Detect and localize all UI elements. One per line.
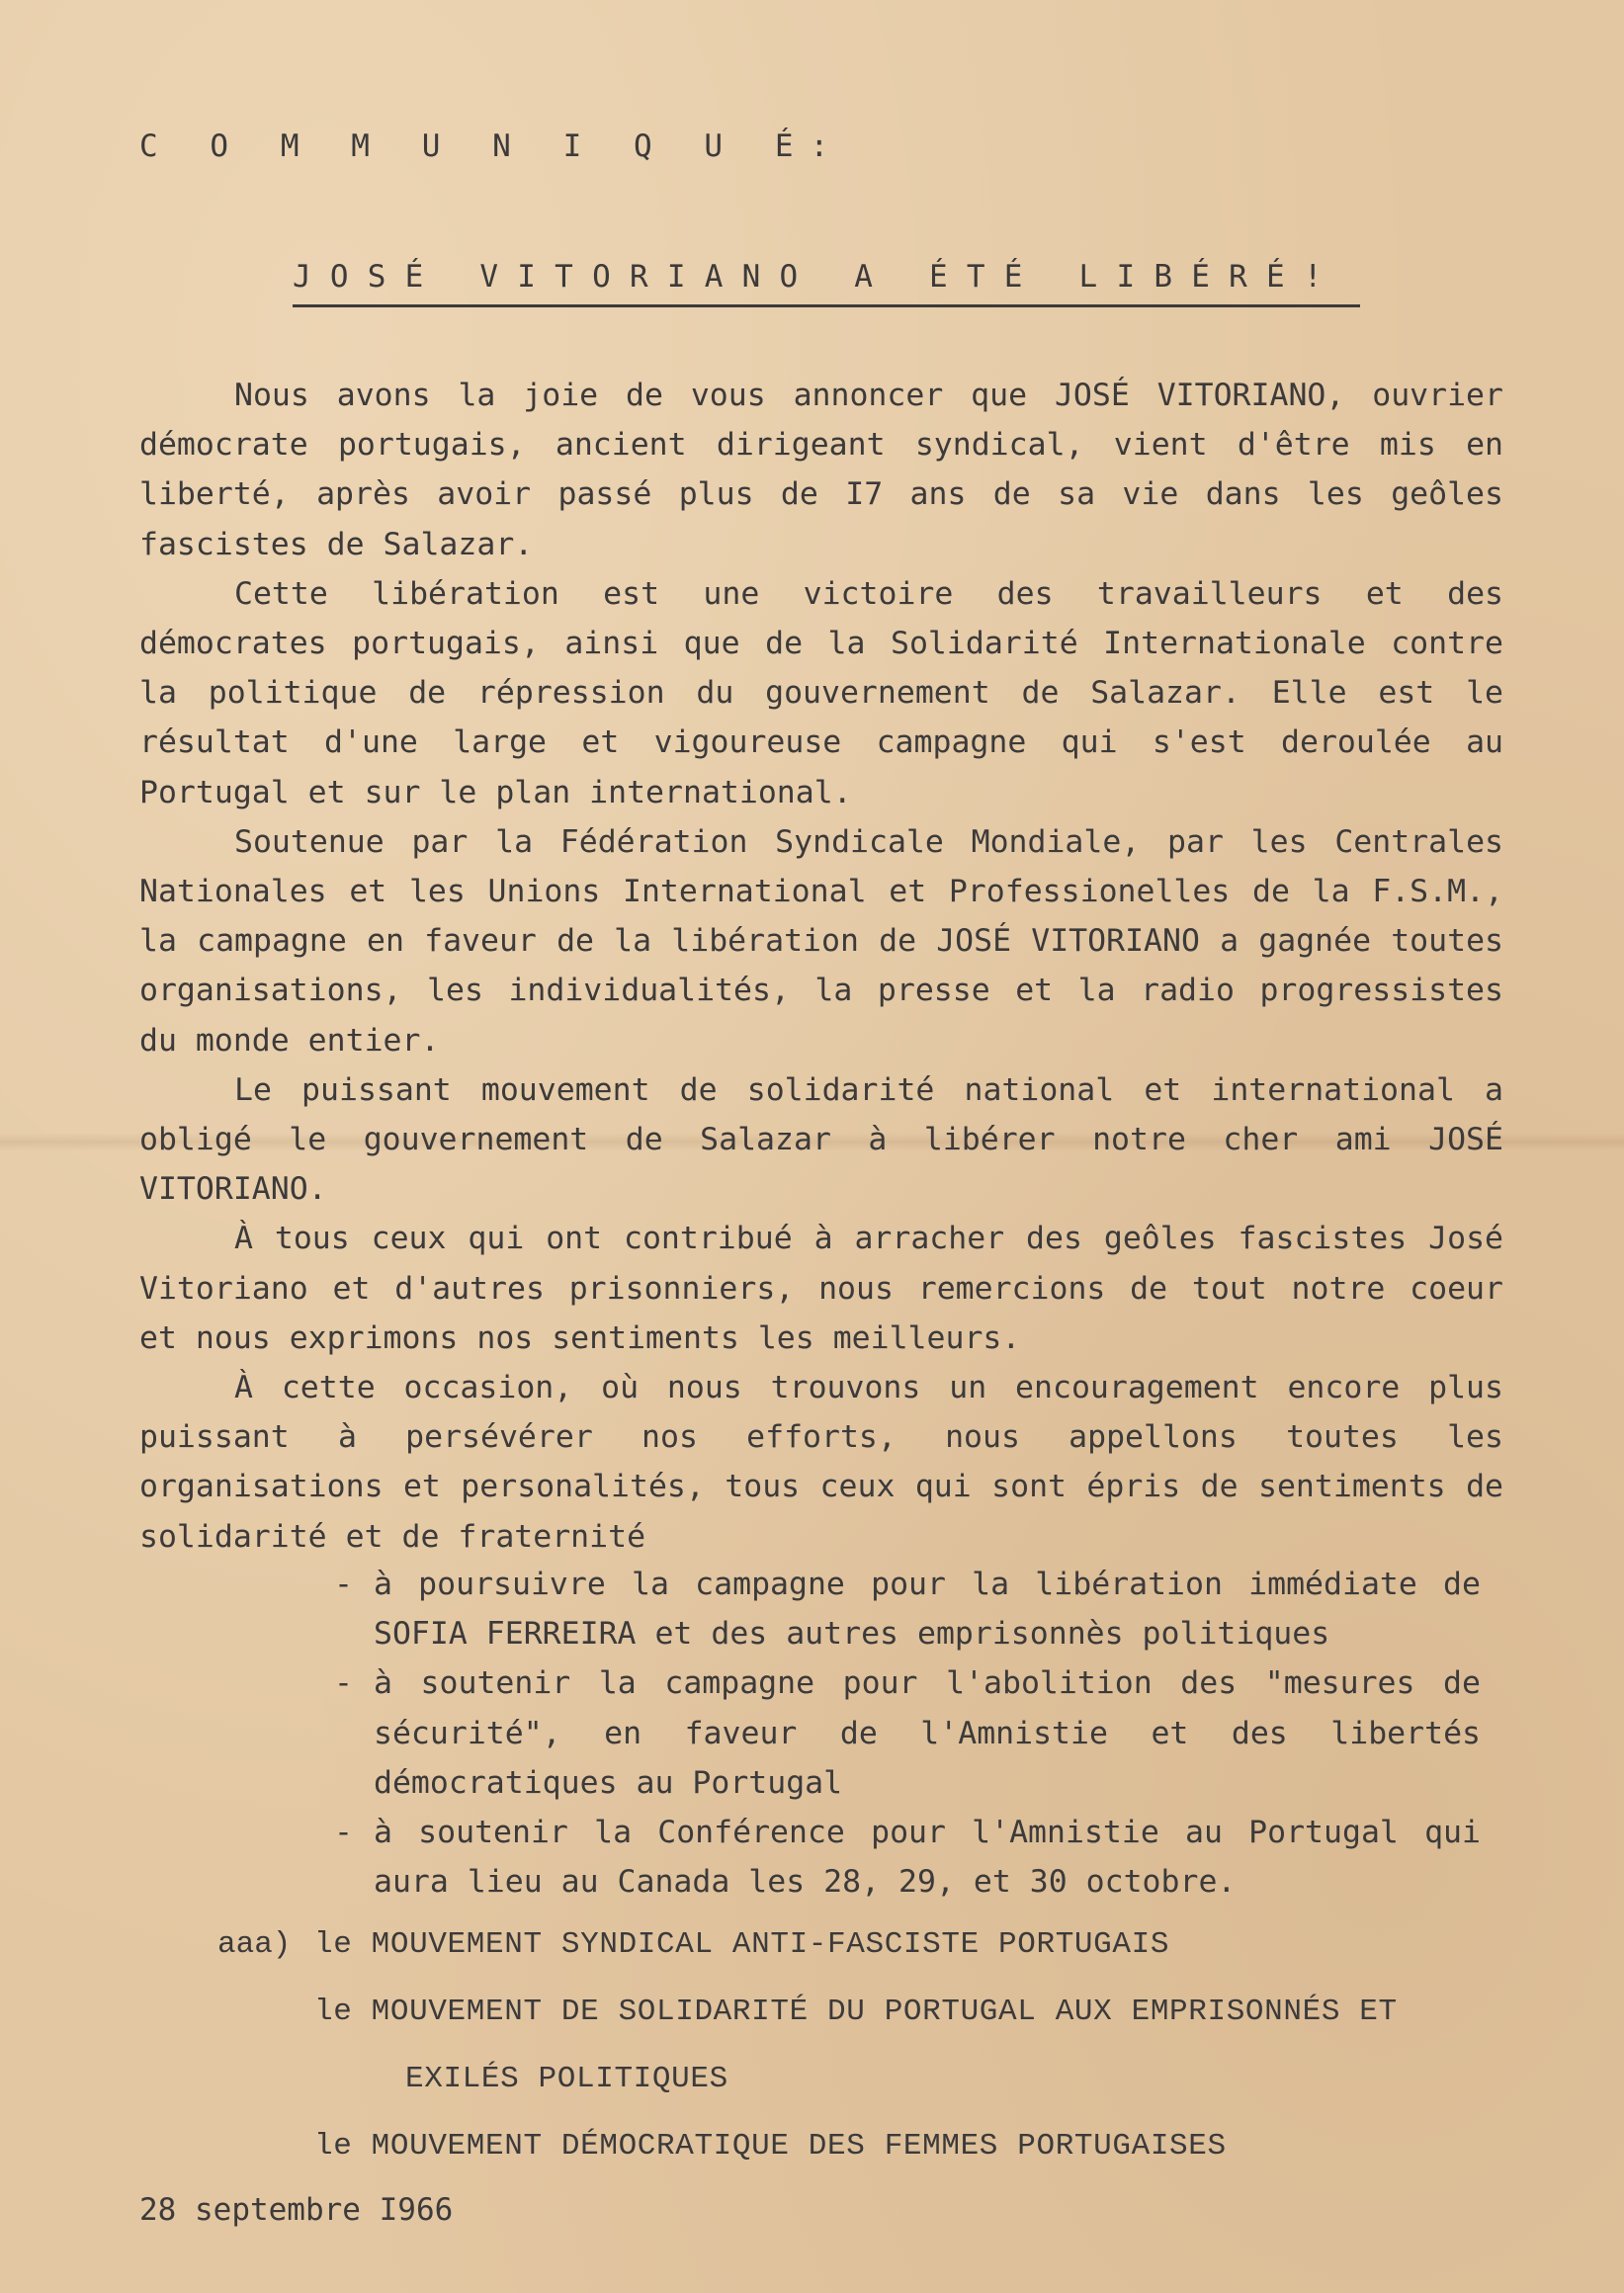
paragraph-6: À cette occasion, où nous trouvons un encouragement encore plus puissant à persévérer nos efforts, nous appellons toutes les organisations et personalités, tous ceux qui sont épris de sentiments de solidarité et de fraternité — [139, 1370, 1503, 1555]
list-item — [334, 1658, 1481, 1808]
signatory-2: le MOUVEMENT DE SOLIDARITÉ DU PORTUGAL AUX EMPRISONNÉS ET — [314, 1995, 1398, 2029]
list-item-text: à poursuivre la campagne pour la libération immédiate de SOFIA FERREIRA et des autres emprisonnès politiques — [374, 1567, 1481, 1653]
list-item-text: à soutenir la campagne pour l'abolition des "mesures de sécurité", en faveur de l'Amnistie et des libertés démocratiques au Portugal — [374, 1665, 1481, 1801]
list-item — [334, 1560, 1481, 1658]
signatory-3: le MOUVEMENT DÉMOCRATIQUE DES FEMMES PORTUGAISES — [314, 2129, 1227, 2164]
document-body — [139, 371, 1503, 1562]
list-item — [334, 1808, 1481, 1907]
list-dash: - — [334, 1815, 353, 1851]
paragraph-3: Soutenue par la Fédération Syndicale Mondiale, par les Centrales Nationales et les Unions International et Professionelles de la F.S.M., la campagne en faveur de la libération de JOSÉ VITORIANO a gagnée toutes organisations, les individualités, la presse et la radio progressistes du monde entier. — [139, 823, 1503, 1059]
paragraph-1: Nous avons la joie de vous annoncer que JOSÉ VITORIANO, ouvrier démocrate portugais, ancient dirigeant syndical, vient d'être mis en liberté, après avoir passé plus de I7 ans de sa vie dans les geôles fascistes de Salazar. — [139, 378, 1503, 562]
paragraph-5: À tous ceux qui ont contribué à arracher des geôles fascistes José Vitoriano et d'autres prisonniers, nous remercions de tout notre coeur et nous exprimons nos sentiments les meilleurs. — [139, 1221, 1503, 1356]
document-title: JOSÉ VITORIANO A ÉTÉ LIBÉRÉ! — [293, 259, 1360, 307]
list-item-text: à soutenir la Conférence pour l'Amnistie au Portugal qui aura lieu au Canada les 28, 29, et 30 octobre. — [374, 1815, 1481, 1901]
communique-heading: C O M M U N I Q U É: — [139, 128, 846, 164]
list-dash: - — [334, 1567, 353, 1602]
paragraph-2: Cette libération est une victoire des travailleurs et des démocrates portugais, ainsi que de la Solidarité Internationale contre la politique de répression du gouvernement de Salazar. Elle est le résultat d'une large et vigoureuse campagne qui s'est deroulée au Portugal et sur le plan international. — [139, 575, 1503, 810]
signature-prefix: aaa) — [217, 1927, 292, 1962]
signatory-2-continued: EXILÉS POLITIQUES — [405, 2062, 728, 2096]
demands-list — [334, 1560, 1481, 1907]
paragraph-4: Le puissant mouvement de solidarité national et international a obligé le gouvernement de Salazar à libérer notre cher ami JOSÉ VITORIANO. — [139, 1071, 1503, 1208]
document-date: 28 septembre I966 — [139, 2192, 454, 2228]
signatory-1: le MOUVEMENT SYNDICAL ANTI-FASCISTE PORTUGAIS — [314, 1927, 1170, 1962]
list-dash: - — [334, 1665, 353, 1702]
